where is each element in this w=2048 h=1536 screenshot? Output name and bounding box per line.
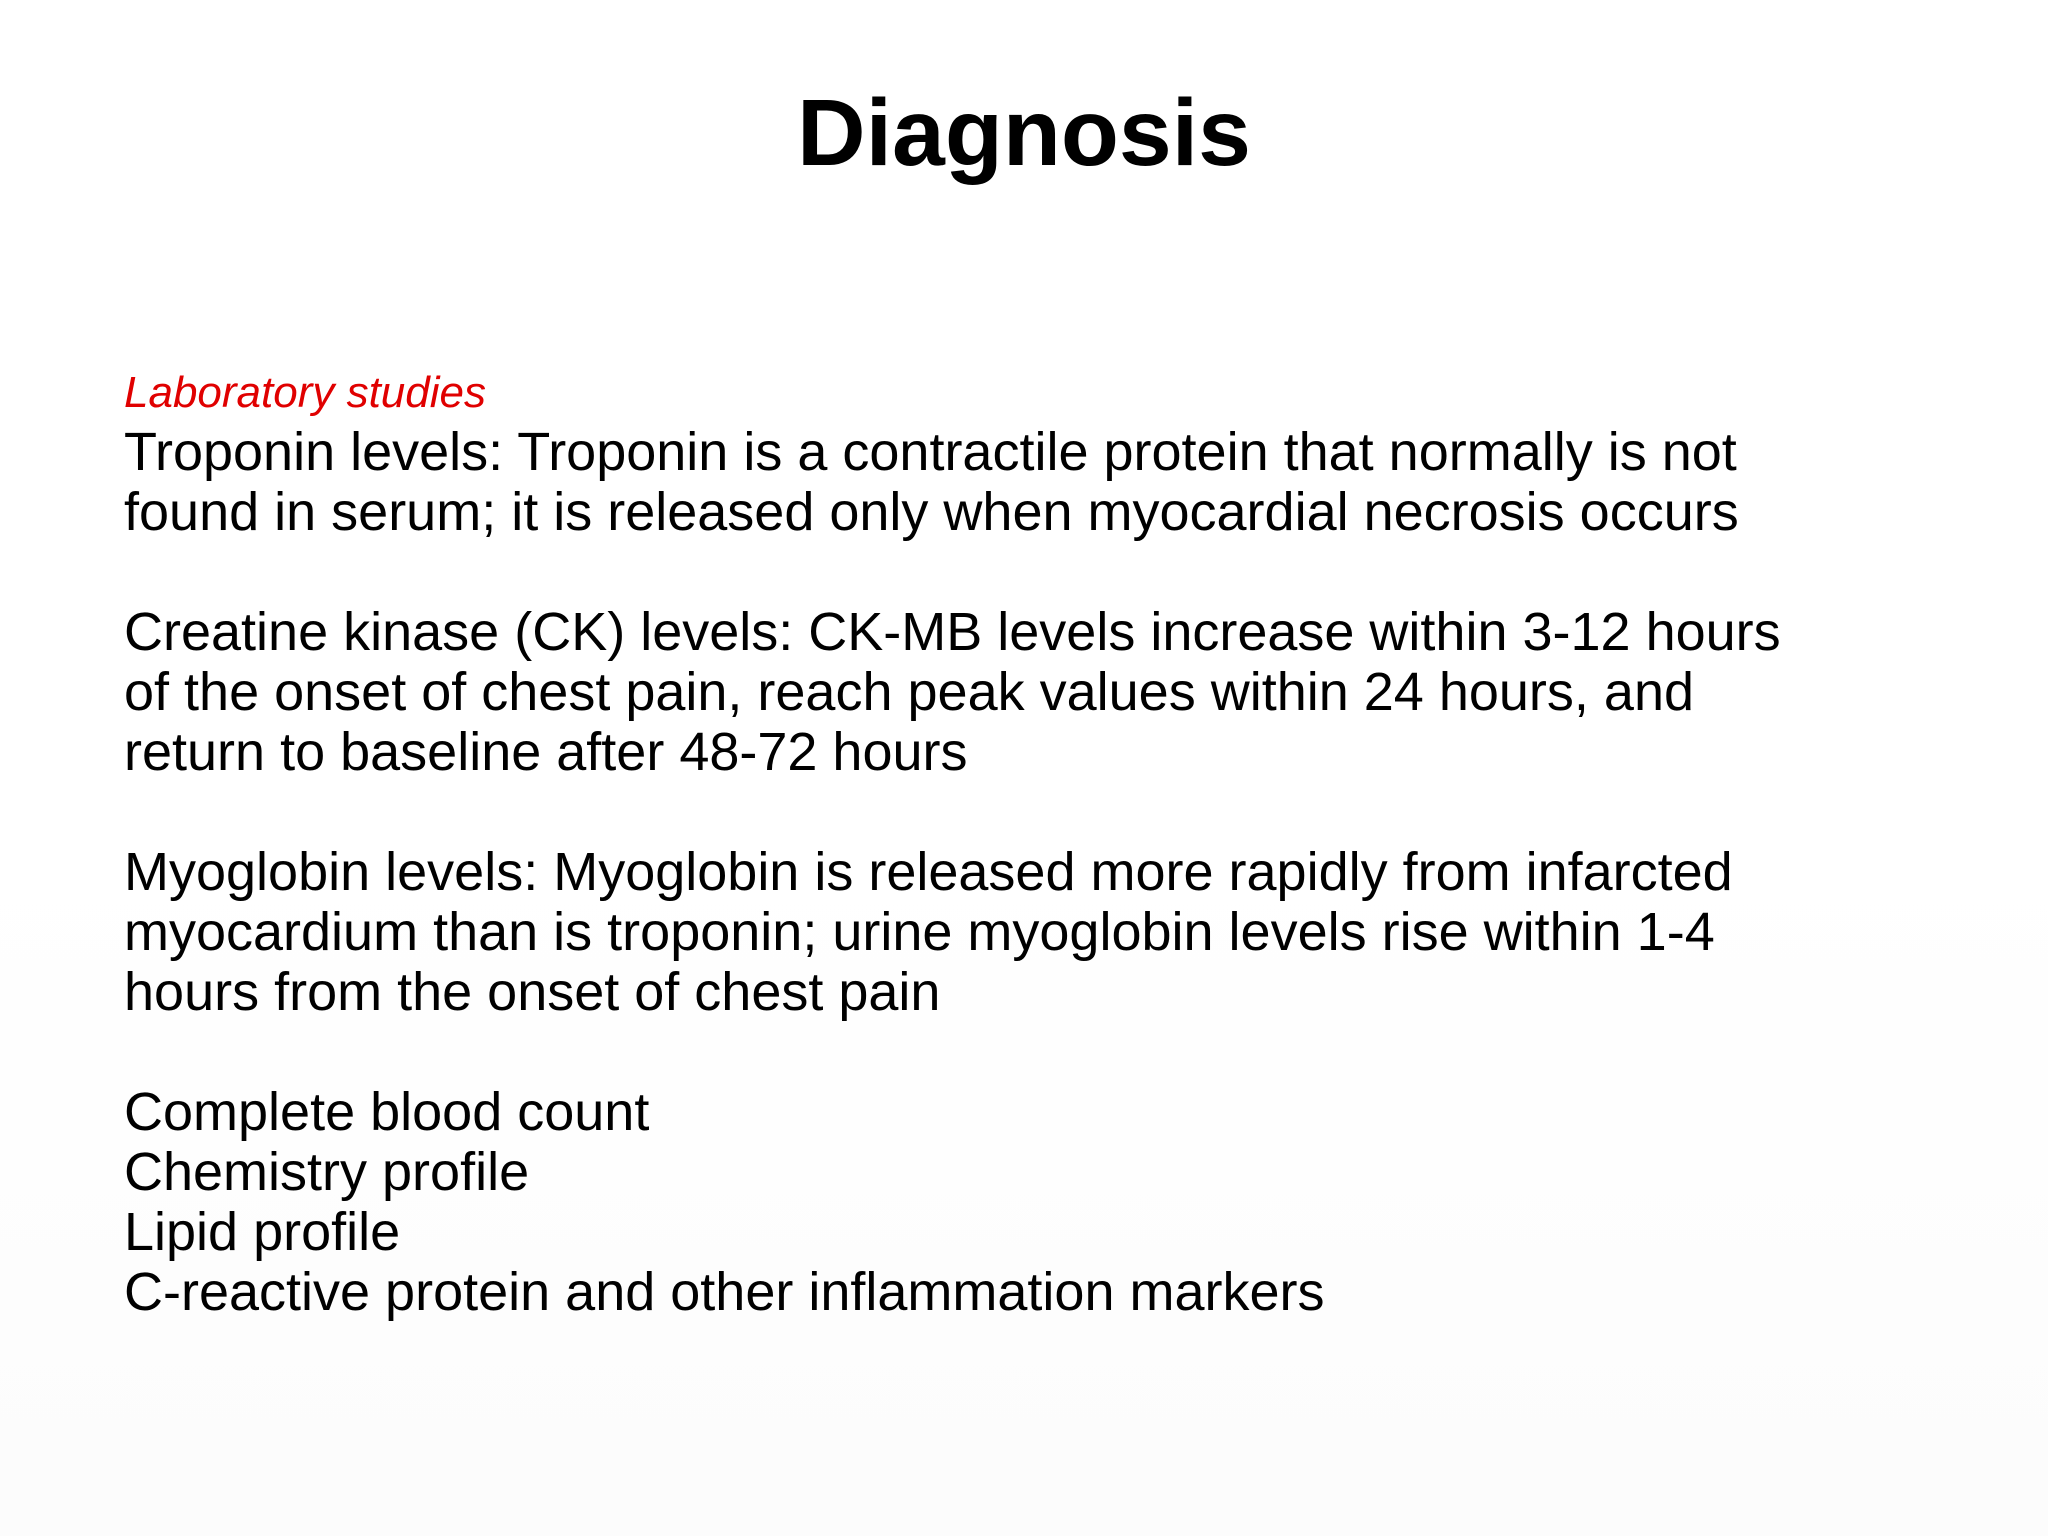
paragraph-line: Myoglobin levels: Myoglobin is released more rapidly from infarcted [124, 842, 1733, 902]
paragraph-line: hours from the onset of chest pain [124, 962, 941, 1022]
list-item: C-reactive protein and other inflammation markers [124, 1262, 1325, 1322]
paragraph-line: found in serum; it is released only when myocardial necrosis occurs [124, 482, 1739, 542]
list-item: Lipid profile [124, 1202, 401, 1262]
lab-tests-list [124, 1082, 1984, 1322]
paragraph-line: return to baseline after 48-72 hours [124, 722, 968, 782]
slide-body [124, 366, 1984, 1322]
paragraph-line: Creatine kinase (CK) levels: CK-MB levels increase within 3-12 hours [124, 602, 1781, 662]
section-label: Laboratory studies [124, 368, 486, 417]
paragraph-myoglobin [124, 842, 1984, 1022]
paragraph-line: myocardium than is troponin; urine myoglobin levels rise within 1-4 [124, 902, 1715, 962]
list-item: Chemistry profile [124, 1142, 530, 1202]
list-item: Complete blood count [124, 1082, 650, 1142]
slide-title: Diagnosis [797, 80, 1251, 186]
paragraph-creatine-kinase [124, 602, 1984, 782]
paragraph-line: of the onset of chest pain, reach peak values within 24 hours, and [124, 662, 1695, 722]
paragraph-troponin [124, 422, 1984, 542]
paragraph-line: Troponin levels: Troponin is a contractile protein that normally is not [124, 422, 1737, 482]
